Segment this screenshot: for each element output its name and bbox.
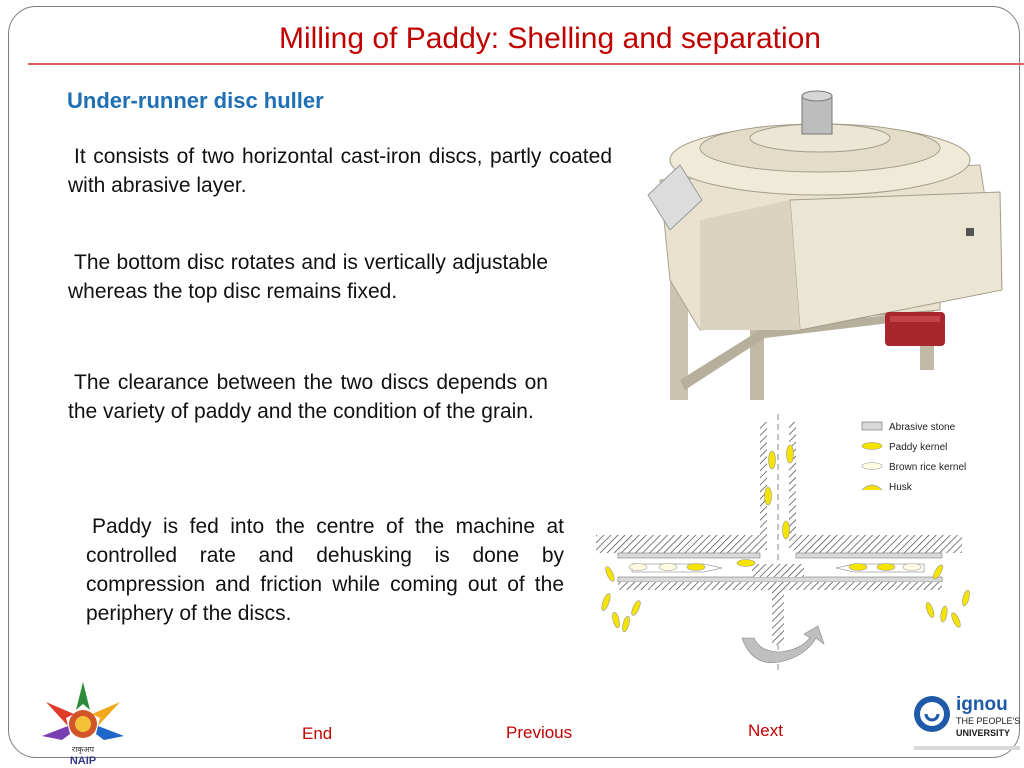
paragraph-bottom-disc: The bottom disc rotates and is vertically adjustable whereas the top disc remains fixed.: [68, 251, 548, 303]
bottom-disc: [618, 582, 942, 590]
legend-husk-swatch: [862, 485, 882, 490]
legend-husk-label: Husk: [889, 482, 912, 493]
naip-text: NAIP: [69, 755, 97, 766]
slide-title: Milling of Paddy: Shelling and separation: [278, 22, 821, 55]
feed-tube-right-wall: [789, 422, 796, 550]
legend-brown-rice-label: Brown rice kernel: [889, 462, 967, 473]
ignou-tagline-2: UNIVERSITY: [956, 728, 1011, 738]
ignou-logo: [912, 688, 1022, 752]
shaft: [772, 590, 784, 645]
section-subtitle: Under-runner disc huller: [67, 88, 324, 113]
legend-paddy-swatch: [862, 443, 882, 450]
legend-abrasive-swatch: [862, 422, 882, 430]
naip-hindi-text: राकृअप: [71, 745, 95, 754]
paragraph-discs: It consists of two horizontal cast-iron discs, partly coated with abrasive layer.: [68, 145, 612, 197]
paragraph-feeding: Paddy is fed into the centre of the machine at controlled rate and dehusking is done by compression and friction while coming out of the periphery of the discs.: [86, 515, 564, 625]
next-link[interactable]: Next: [748, 721, 783, 740]
naip-logo: [38, 680, 128, 766]
paragraph-clearance: The clearance between the two discs depends on the variety of paddy and the condition of the grain.: [68, 371, 548, 423]
top-disc-right: [796, 535, 962, 553]
huller-cross-section-diagram: [592, 412, 1004, 674]
title-divider: [28, 63, 1024, 65]
previous-link[interactable]: Previous: [506, 723, 573, 742]
end-link[interactable]: End: [302, 724, 333, 743]
feed-tube-left-wall: [760, 422, 767, 550]
legend-brown-rice-swatch: [862, 463, 882, 470]
legend-abrasive-label: Abrasive stone: [889, 422, 956, 433]
ignou-text: ignou: [956, 694, 1008, 715]
top-disc-left: [596, 535, 760, 553]
huller-machine-photo: [640, 80, 1020, 410]
legend-paddy-label: Paddy kernel: [889, 442, 948, 453]
ignou-tagline-1: THE PEOPLE'S: [956, 716, 1021, 726]
